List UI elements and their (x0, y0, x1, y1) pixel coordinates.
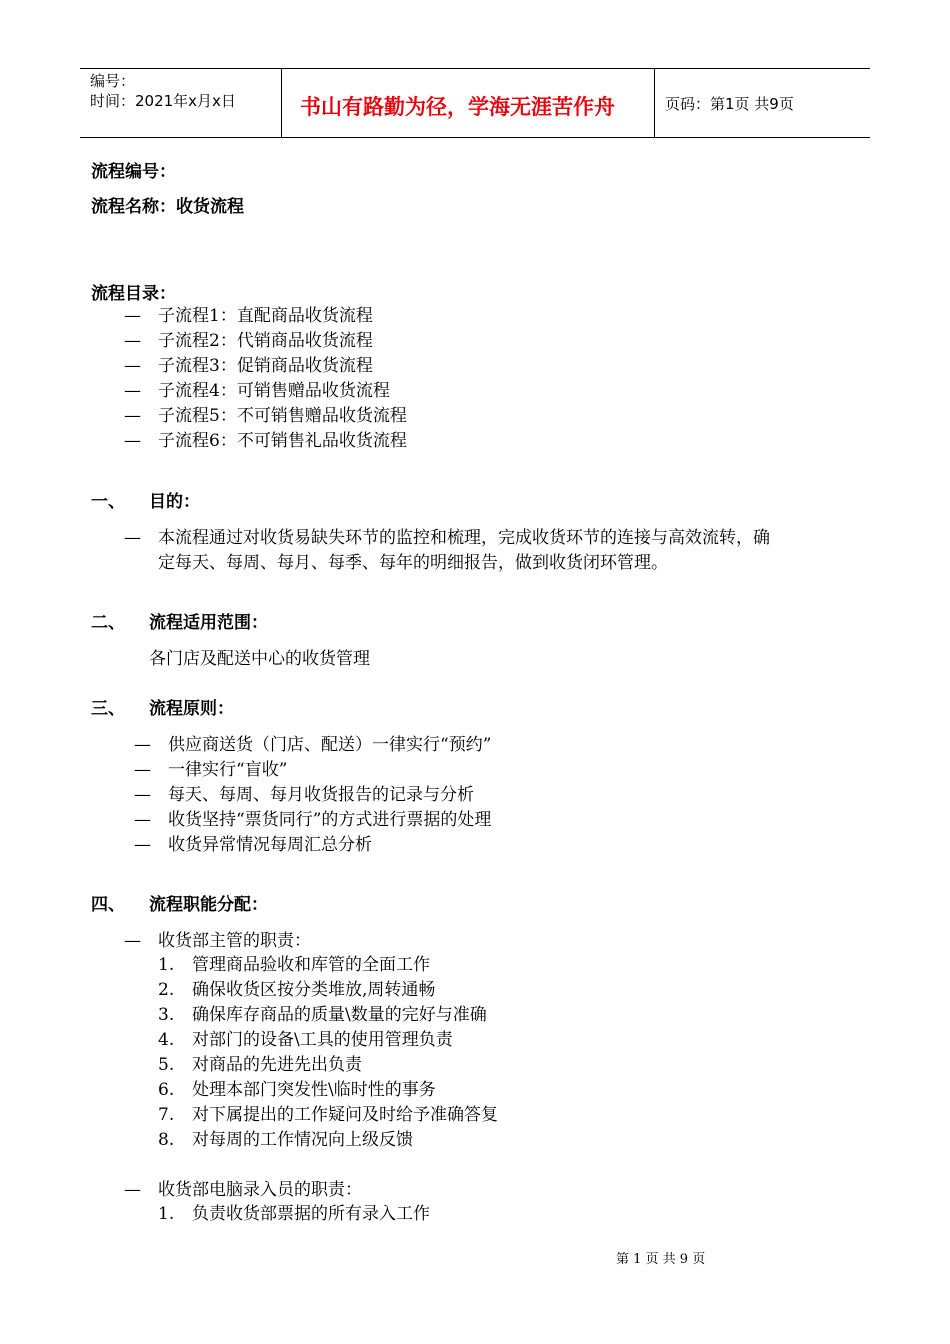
principle-item: 供应商送货（门店、配送）一律实行“预约” (168, 735, 492, 755)
motto: 书山有路勤为径，学海无涯苦作舟 (300, 95, 615, 119)
header-table (80, 68, 870, 138)
toc-item: 子流程1：直配商品收货流程 (158, 306, 373, 326)
duty-number: 6. (158, 1080, 175, 1100)
scope-text: 各门店及配送中心的收货管理 (149, 649, 370, 669)
duty-number: 7. (158, 1105, 175, 1125)
section-title: 流程原则： (149, 699, 234, 719)
list-bullet: — (124, 356, 141, 376)
list-bullet: — (134, 760, 151, 780)
duty-number: 5. (158, 1055, 175, 1075)
section-title: 目的： (149, 492, 200, 512)
list-bullet: — (124, 406, 141, 426)
duty-number: 1. (158, 955, 175, 975)
duty-item: 处理本部门突发性\临时性的事务 (192, 1080, 436, 1100)
header-page-cell (655, 69, 870, 137)
role-title: 收货部电脑录入员的职责： (158, 1180, 362, 1200)
list-bullet: — (134, 835, 151, 855)
duty-number: 4. (158, 1030, 175, 1050)
toc-item: 子流程3：促销商品收货流程 (158, 356, 373, 376)
duty-number: 1. (158, 1204, 175, 1224)
duty-number: 8. (158, 1130, 175, 1150)
list-bullet: — (124, 528, 141, 548)
process-number: 流程编号： (91, 162, 176, 182)
purpose-text-line: 本流程通过对收货易缺失环节的监控和梳理，完成收货环节的连接与高效流转，确 (158, 528, 770, 548)
role-title: 收货部主管的职责： (158, 931, 311, 951)
duty-item: 对商品的先进先出负责 (192, 1055, 362, 1075)
duty-number: 3. (158, 1005, 175, 1025)
toc-item: 子流程5：不可销售赠品收货流程 (158, 406, 407, 426)
duty-item: 负责收货部票据的所有录入工作 (192, 1204, 430, 1224)
toc-title: 流程目录： (91, 284, 176, 304)
duty-item: 对下属提出的工作疑问及时给予准确答复 (192, 1105, 498, 1125)
list-bullet: — (134, 810, 151, 830)
duty-item: 确保库存商品的质量\数量的完好与准确 (192, 1005, 487, 1025)
principle-item: 一律实行“盲收” (168, 760, 288, 780)
page-label: 页码：第1页 共9页 (665, 95, 794, 113)
list-bullet: — (124, 381, 141, 401)
toc-item: 子流程2：代销商品收货流程 (158, 331, 373, 351)
header-motto-cell (282, 69, 655, 137)
list-bullet: — (124, 331, 141, 351)
time-label: 时间：2021年x月x日 (90, 92, 236, 110)
purpose-text-line: 定每天、每周、每月、每季、每年的明细报告，做到收货闭环管理。 (158, 553, 668, 573)
section-number: 一、 (91, 492, 125, 512)
header-meta-cell (80, 69, 282, 137)
duty-number: 2. (158, 980, 175, 1000)
list-bullet: — (124, 931, 141, 951)
section-title: 流程适用范围： (149, 613, 268, 633)
section-number: 四、 (91, 895, 125, 915)
page-footer: 第 1 页 共 9 页 (616, 1252, 706, 1267)
duty-item: 对每周的工作情况向上级反馈 (192, 1130, 413, 1150)
list-bullet: — (124, 306, 141, 326)
principle-item: 每天、每周、每月收货报告的记录与分析 (168, 785, 474, 805)
section-number: 二、 (91, 613, 125, 633)
list-bullet: — (134, 735, 151, 755)
code-label: 编号： (90, 72, 136, 90)
process-name: 流程名称：收货流程 (91, 197, 244, 217)
principle-item: 收货异常情况每周汇总分析 (168, 835, 372, 855)
duty-item: 确保收货区按分类堆放,周转通畅 (192, 980, 436, 1000)
duty-item: 对部门的设备\工具的使用管理负责 (192, 1030, 453, 1050)
list-bullet: — (124, 1180, 141, 1200)
toc-item: 子流程6：不可销售礼品收货流程 (158, 431, 407, 451)
section-title: 流程职能分配： (149, 895, 268, 915)
list-bullet: — (134, 785, 151, 805)
toc-item: 子流程4：可销售赠品收货流程 (158, 381, 390, 401)
section-number: 三、 (91, 699, 125, 719)
duty-item: 管理商品验收和库管的全面工作 (192, 955, 430, 975)
list-bullet: — (124, 431, 141, 451)
principle-item: 收货坚持“票货同行”的方式进行票据的处理 (168, 810, 492, 830)
